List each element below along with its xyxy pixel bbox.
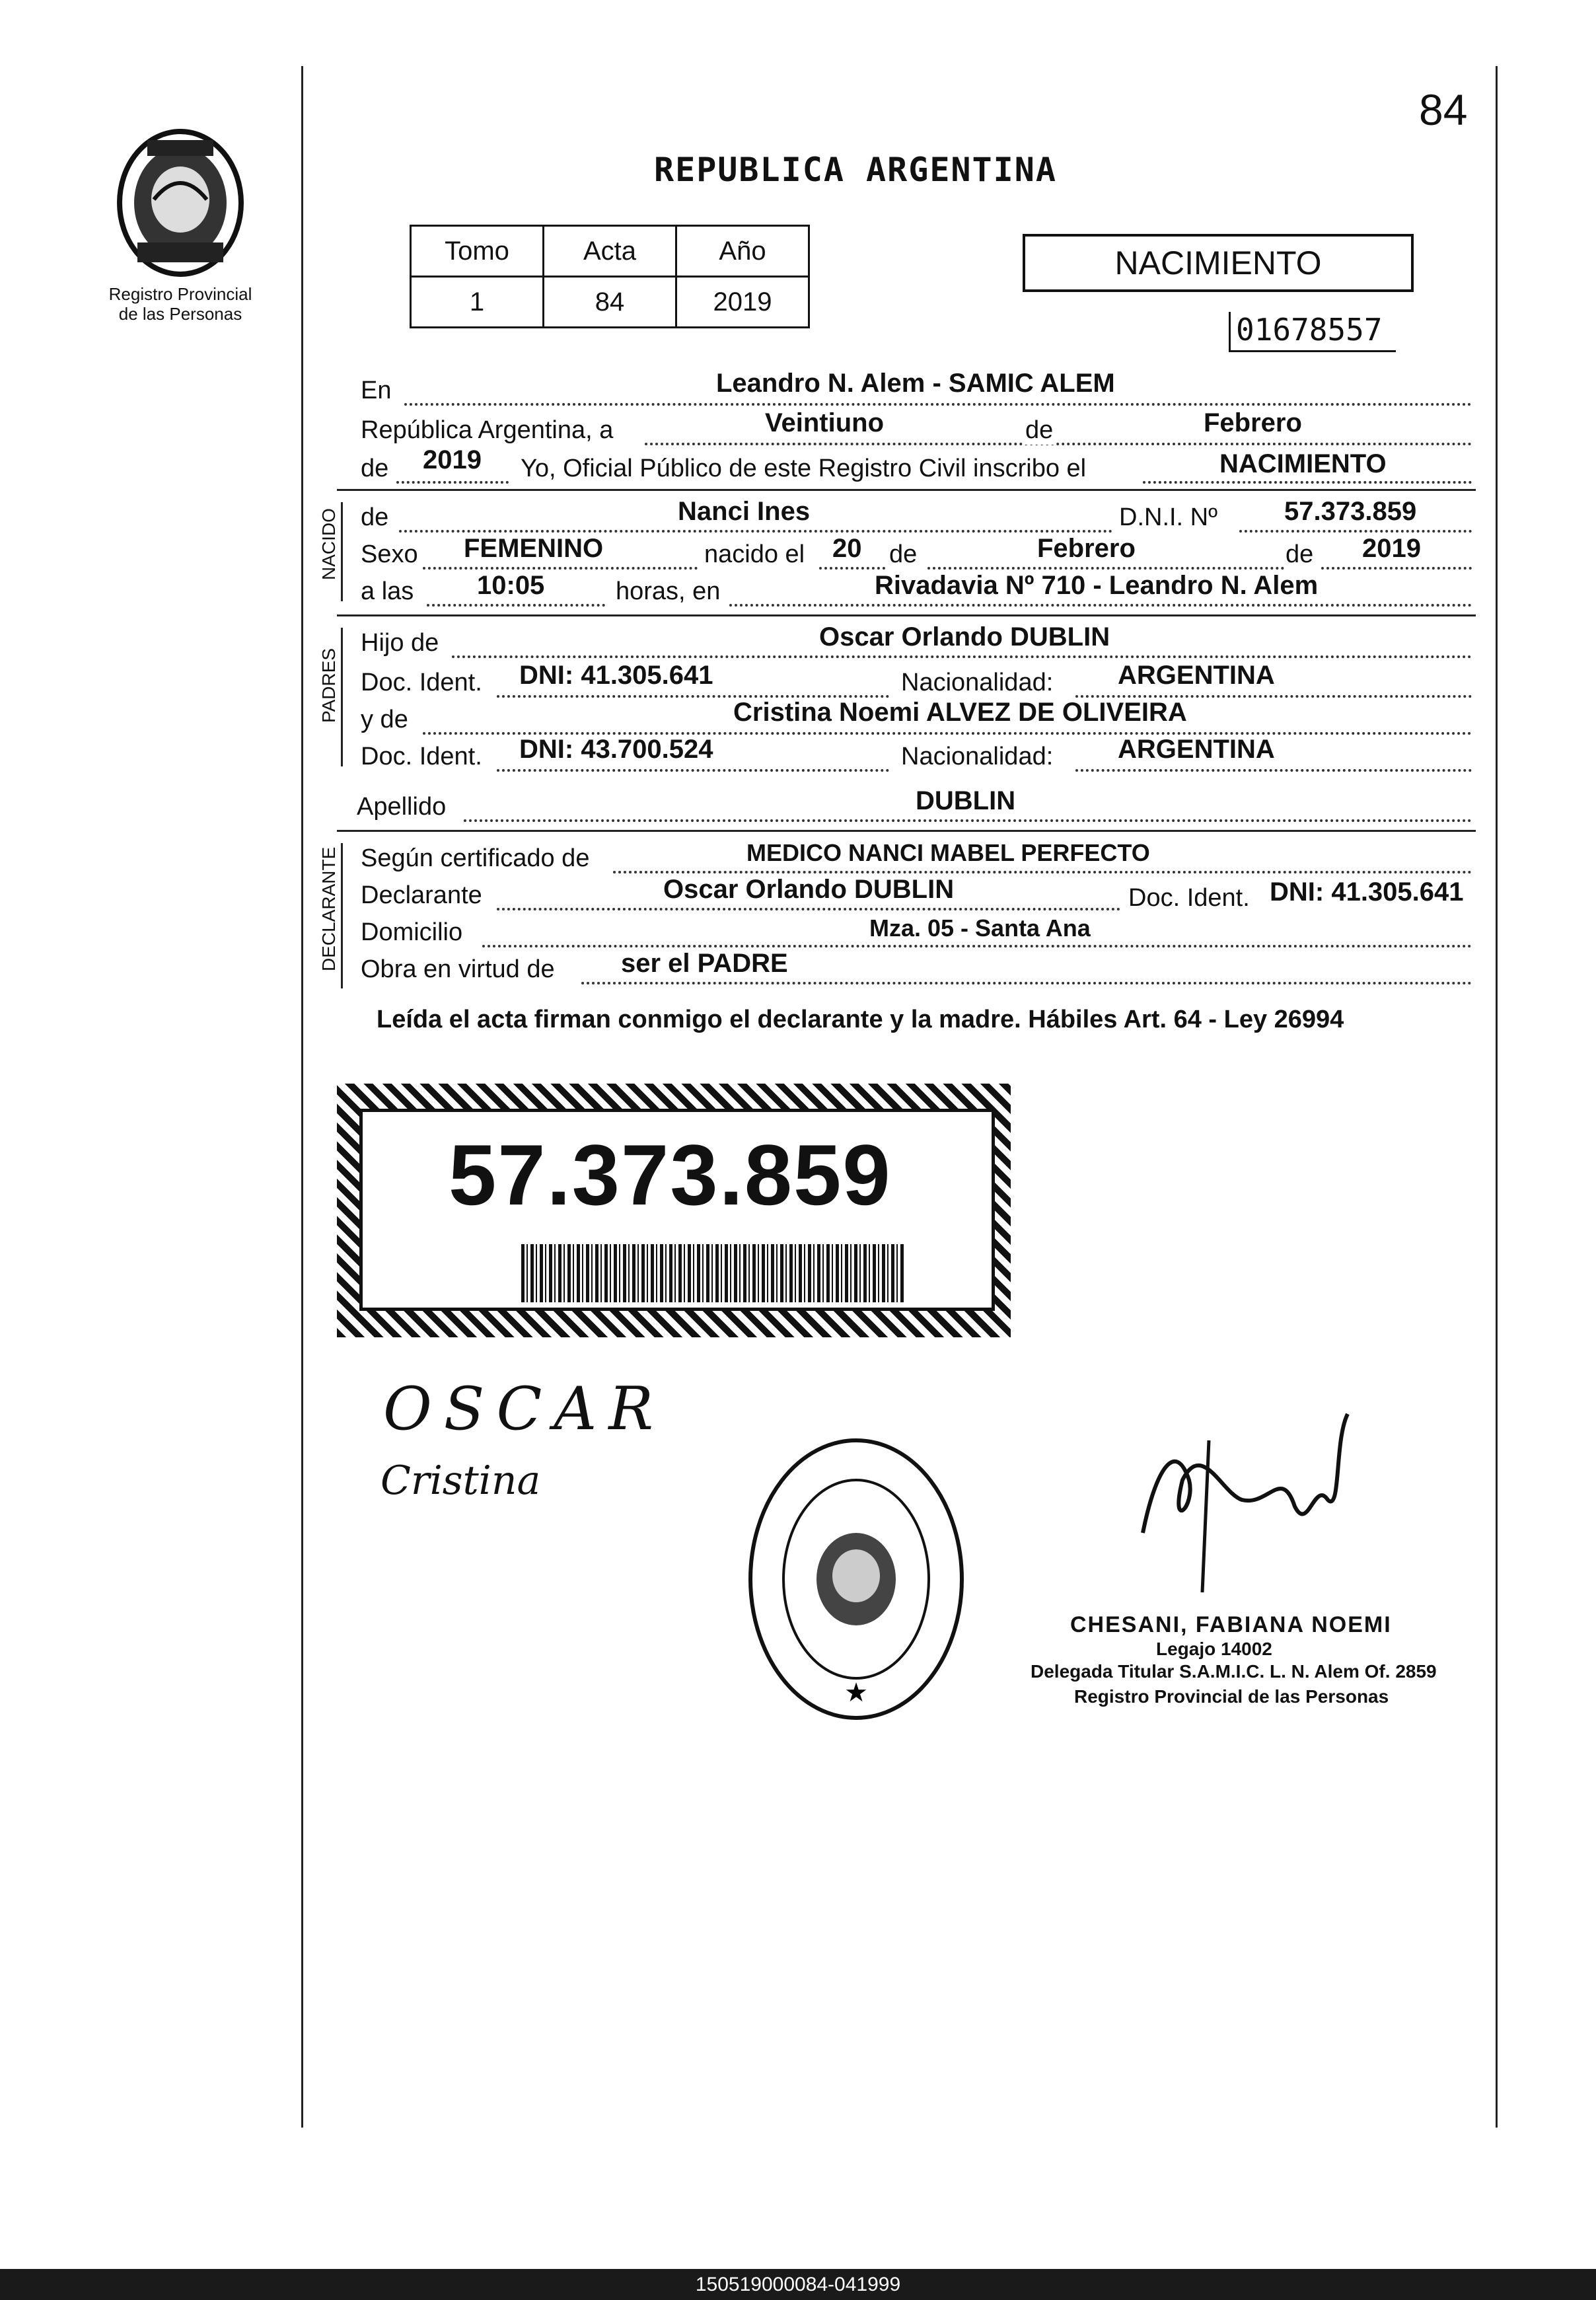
section-bar bbox=[341, 502, 343, 601]
registry-name: Registro Provincial de las Personas bbox=[108, 284, 252, 324]
day-words: Veintiuno bbox=[765, 408, 884, 437]
sex-value: FEMENINO bbox=[464, 534, 604, 563]
nacionalidad-label: Nacionalidad: bbox=[901, 743, 1054, 770]
page-number: 84 bbox=[1419, 85, 1468, 134]
birth-time: 10:05 bbox=[477, 571, 545, 600]
dotted-line bbox=[497, 769, 889, 772]
table-header: Año bbox=[676, 226, 809, 277]
record-type-box bbox=[1023, 234, 1414, 292]
declarante-doc: DNI: 41.305.641 bbox=[1270, 877, 1464, 907]
mother-name: Cristina Noemi ALVEZ DE OLIVEIRA bbox=[733, 698, 1187, 727]
official-seal bbox=[744, 1434, 968, 1725]
dotted-line bbox=[613, 871, 1472, 873]
dotted-line bbox=[1321, 567, 1472, 570]
alas-label: a las bbox=[361, 577, 414, 605]
year-value: 2019 bbox=[423, 445, 482, 474]
dotted-line bbox=[464, 819, 1472, 822]
dotted-line bbox=[1075, 769, 1472, 772]
address-value: Mza. 05 - Santa Ana bbox=[869, 914, 1091, 942]
official-legajo: Legajo 14002 bbox=[1156, 1639, 1272, 1659]
official-name: CHESANI, FABIANA NOEMI bbox=[1070, 1612, 1392, 1637]
obra-label: Obra en virtud de bbox=[361, 955, 555, 983]
nacionalidad-label: Nacionalidad: bbox=[901, 669, 1054, 696]
table-header: Tomo bbox=[411, 226, 544, 277]
footer-bar bbox=[0, 2269, 1596, 2300]
section-bar bbox=[341, 843, 343, 988]
father-doc: DNI: 41.305.641 bbox=[519, 661, 713, 690]
yde-label: y de bbox=[361, 706, 408, 733]
certificado-label: Según certificado de bbox=[361, 844, 590, 872]
signature bbox=[1116, 1401, 1381, 1599]
sexo-label: Sexo bbox=[361, 540, 418, 568]
apellido-value: DUBLIN bbox=[916, 786, 1016, 815]
section-divider bbox=[337, 489, 1476, 491]
father-nationality: ARGENTINA bbox=[1118, 661, 1275, 690]
apellido-label: Apellido bbox=[357, 793, 447, 821]
table-cell: 84 bbox=[544, 277, 676, 328]
nacido-label: NACIDO bbox=[318, 508, 339, 580]
footer-code: 150519000084-041999 bbox=[695, 2274, 901, 2295]
birth-place: Rivadavia Nº 710 - Leandro N. Alem bbox=[875, 571, 1319, 600]
nacido-name: Nanci Ines bbox=[678, 497, 811, 526]
table-cell: 2019 bbox=[676, 277, 809, 328]
dotted-line bbox=[1143, 481, 1472, 484]
dni-sticker bbox=[337, 1084, 1011, 1337]
dotted-line bbox=[396, 481, 509, 484]
closing-text: Leída el acta firman conmigo el declarante y la madre. Hábiles Art. 64 - Ley 26994 bbox=[377, 1006, 1344, 1033]
dotted-line bbox=[427, 604, 605, 607]
table-cell: 1 bbox=[411, 277, 544, 328]
nacido-el-label: nacido el bbox=[704, 540, 805, 568]
dotted-line bbox=[497, 908, 1120, 910]
birth-year: 2019 bbox=[1362, 534, 1421, 563]
father-name: Oscar Orlando DUBLIN bbox=[819, 622, 1110, 651]
reason-value: ser el PADRE bbox=[621, 949, 788, 978]
en-label: En bbox=[361, 377, 392, 404]
birth-day: 20 bbox=[832, 534, 862, 563]
record-type: NACIMIENTO bbox=[1114, 244, 1322, 281]
serial-number: 01678557 bbox=[1229, 312, 1396, 352]
de-label: de bbox=[1286, 540, 1314, 568]
svg-text:★: ★ bbox=[844, 1678, 868, 1708]
de-label: de bbox=[1023, 416, 1056, 445]
dni-label: D.N.I. Nº bbox=[1119, 503, 1217, 531]
nacido-dni: 57.373.859 bbox=[1284, 497, 1417, 526]
mother-nationality: ARGENTINA bbox=[1118, 735, 1275, 764]
de-label: de bbox=[889, 540, 918, 568]
section-bar bbox=[341, 628, 343, 766]
record-table bbox=[410, 225, 810, 328]
doc-label: Doc. Ident. bbox=[361, 669, 482, 696]
horas-label: horas, en bbox=[616, 577, 721, 605]
birth-month: Febrero bbox=[1037, 534, 1136, 563]
left-margin-line bbox=[301, 66, 303, 2128]
padres-label: PADRES bbox=[318, 648, 339, 723]
doc-label: Doc. Ident. bbox=[361, 743, 482, 770]
place-value: Leandro N. Alem - SAMIC ALEM bbox=[716, 369, 1115, 398]
dotted-line bbox=[927, 567, 1284, 570]
domicilio-label: Domicilio bbox=[361, 918, 463, 946]
dotted-line bbox=[399, 530, 1112, 533]
dotted-line bbox=[423, 567, 698, 570]
province-logo bbox=[111, 127, 250, 279]
act-value: NACIMIENTO bbox=[1219, 449, 1387, 478]
dotted-line bbox=[819, 567, 885, 570]
dotted-line bbox=[645, 443, 1472, 445]
official-registry: Registro Provincial de las Personas bbox=[1074, 1686, 1389, 1707]
hijo-label: Hijo de bbox=[361, 629, 439, 657]
certificate-value: MEDICO NANCI MABEL PERFECTO bbox=[746, 839, 1150, 866]
nacido-de-label: de bbox=[361, 503, 389, 531]
handwritten-name-1: OSCAR bbox=[383, 1374, 666, 1444]
barcode bbox=[521, 1244, 904, 1302]
dotted-line bbox=[729, 604, 1472, 607]
section-divider bbox=[337, 830, 1476, 832]
month-value: Febrero bbox=[1204, 408, 1302, 437]
table-header: Acta bbox=[544, 226, 676, 277]
dotted-line bbox=[482, 945, 1472, 947]
right-margin-line bbox=[1496, 66, 1498, 2128]
republica-label: República Argentina, a bbox=[361, 416, 614, 444]
year-prefix: de bbox=[361, 455, 389, 482]
officer-text: Yo, Oficial Público de este Registro Civil inscribo el bbox=[521, 455, 1087, 482]
declarante-name-label: Declarante bbox=[361, 881, 482, 909]
dotted-line bbox=[1239, 530, 1472, 533]
official-title: Delegada Titular S.A.M.I.C. L. N. Alem Of. 2859 bbox=[1031, 1661, 1437, 1682]
dotted-line bbox=[404, 403, 1472, 406]
handwritten-name-2: Cristina bbox=[381, 1458, 541, 1504]
mother-doc: DNI: 43.700.524 bbox=[519, 735, 713, 764]
sticker-number: 57.373.859 bbox=[449, 1127, 892, 1223]
declarante-name: Oscar Orlando DUBLIN bbox=[663, 875, 955, 904]
dotted-line bbox=[581, 982, 1472, 984]
doc-label: Doc. Ident. bbox=[1128, 884, 1250, 912]
dotted-line bbox=[452, 655, 1472, 658]
country-title: REPUBLICA ARGENTINA bbox=[654, 151, 1057, 189]
section-divider bbox=[337, 614, 1476, 616]
declarante-label: DECLARANTE bbox=[318, 846, 339, 971]
